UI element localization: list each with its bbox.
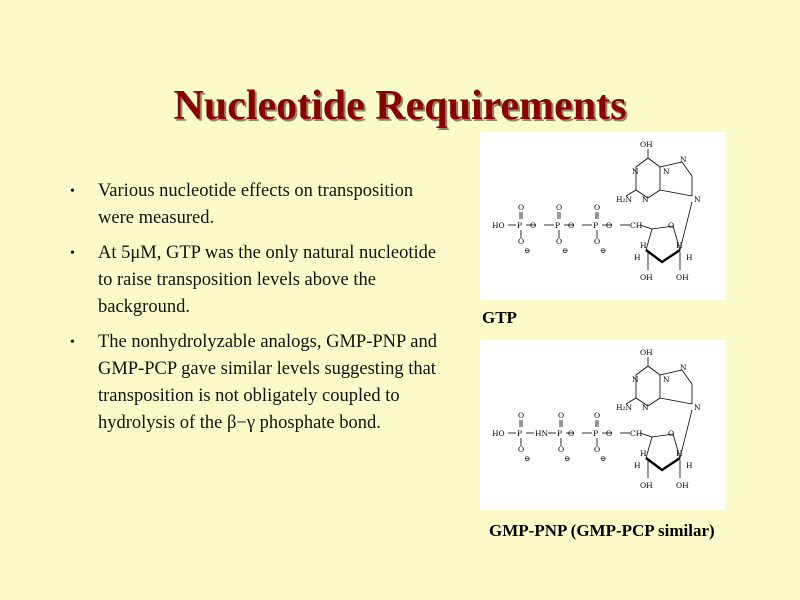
svg-text:⊖: ⊖	[524, 246, 531, 255]
svg-text:OH: OH	[640, 273, 653, 282]
svg-text:O: O	[606, 221, 613, 230]
svg-text:H: H	[676, 241, 683, 250]
svg-text:HN: HN	[535, 429, 549, 438]
bullet-text: The nonhydrolyzable analogs, GMP-PNP and GMP-PCP gave similar levels suggesting that transposition is not obligately coupled to hydrolysis of the β−γ phosphate bond.	[98, 332, 437, 433]
svg-text:P: P	[517, 221, 523, 230]
svg-text:⊖: ⊖	[564, 454, 571, 463]
gtp-structure-image	[480, 132, 725, 300]
svg-text:OH: OH	[640, 348, 653, 357]
svg-text:O: O	[668, 221, 675, 230]
svg-text:H: H	[676, 449, 683, 458]
svg-text:N: N	[680, 155, 687, 164]
bullet-item	[64, 240, 444, 321]
svg-text:N: N	[642, 403, 649, 412]
svg-text:O: O	[556, 237, 563, 246]
svg-text:O: O	[518, 411, 525, 420]
svg-text:P: P	[517, 429, 523, 438]
svg-text:P: P	[555, 221, 561, 230]
svg-text:O: O	[594, 411, 601, 420]
svg-text:⊖: ⊖	[562, 246, 569, 255]
svg-text:H: H	[686, 461, 693, 470]
svg-text:P: P	[593, 221, 599, 230]
svg-text:N: N	[632, 375, 639, 384]
svg-text:H: H	[686, 253, 693, 262]
svg-text:OH: OH	[640, 140, 653, 149]
svg-text:CH: CH	[630, 221, 643, 230]
svg-text:H: H	[640, 449, 647, 458]
gmppnp-structure-svg	[480, 340, 725, 510]
bullet-icon: •	[70, 184, 75, 199]
bullet-text: At 5μM, GTP was the only natural nucleotide to raise transposition levels above the background.	[98, 243, 437, 317]
svg-text:P: P	[557, 429, 563, 438]
svg-text:N: N	[642, 195, 649, 204]
svg-text:O: O	[518, 237, 525, 246]
slide-title: Nucleotide Requirements	[173, 83, 627, 129]
svg-text:N: N	[663, 375, 670, 384]
svg-text:O: O	[530, 221, 537, 230]
svg-text:⊖: ⊖	[600, 454, 607, 463]
svg-text:HO: HO	[492, 429, 505, 438]
svg-text:O: O	[558, 411, 565, 420]
svg-text:H: H	[640, 241, 647, 250]
svg-text:O: O	[558, 445, 565, 454]
svg-text:N: N	[663, 167, 670, 176]
gmppnp-structure-image	[480, 340, 725, 510]
svg-text:O: O	[568, 221, 575, 230]
bullet-item	[64, 329, 444, 437]
svg-text:O: O	[668, 429, 675, 438]
svg-text:H₂N: H₂N	[616, 195, 633, 204]
svg-text:O: O	[594, 445, 601, 454]
svg-text:O: O	[594, 237, 601, 246]
svg-text:OH: OH	[676, 481, 689, 490]
bullet-icon: •	[70, 246, 75, 261]
svg-text:P: P	[593, 429, 599, 438]
svg-text:H: H	[634, 253, 641, 262]
svg-text:N: N	[694, 403, 701, 412]
svg-text:⊖: ⊖	[524, 454, 531, 463]
svg-text:O: O	[606, 429, 613, 438]
gtp-structure-svg	[480, 132, 725, 300]
svg-text:O: O	[568, 429, 575, 438]
bullet-icon: •	[70, 335, 75, 350]
svg-text:OH: OH	[640, 481, 653, 490]
bullet-item	[64, 178, 444, 232]
bullet-list	[64, 178, 444, 445]
svg-text:N: N	[680, 363, 687, 372]
svg-text:O: O	[594, 203, 601, 212]
gmppnp-caption: GMP-PNP (GMP-PCP similar)	[489, 521, 715, 540]
svg-text:OH: OH	[676, 273, 689, 282]
svg-text:HO: HO	[492, 221, 505, 230]
bullet-text: Various nucleotide effects on transposition were measured.	[98, 181, 414, 228]
svg-text:N: N	[694, 195, 701, 204]
gtp-caption: GTP	[482, 308, 517, 327]
svg-text:O: O	[556, 203, 563, 212]
svg-text:CH: CH	[630, 429, 643, 438]
svg-text:O: O	[518, 203, 525, 212]
svg-text:H: H	[634, 461, 641, 470]
svg-text:O: O	[518, 445, 525, 454]
svg-text:⊖: ⊖	[600, 246, 607, 255]
svg-text:H₂N: H₂N	[616, 403, 633, 412]
svg-text:N: N	[632, 167, 639, 176]
